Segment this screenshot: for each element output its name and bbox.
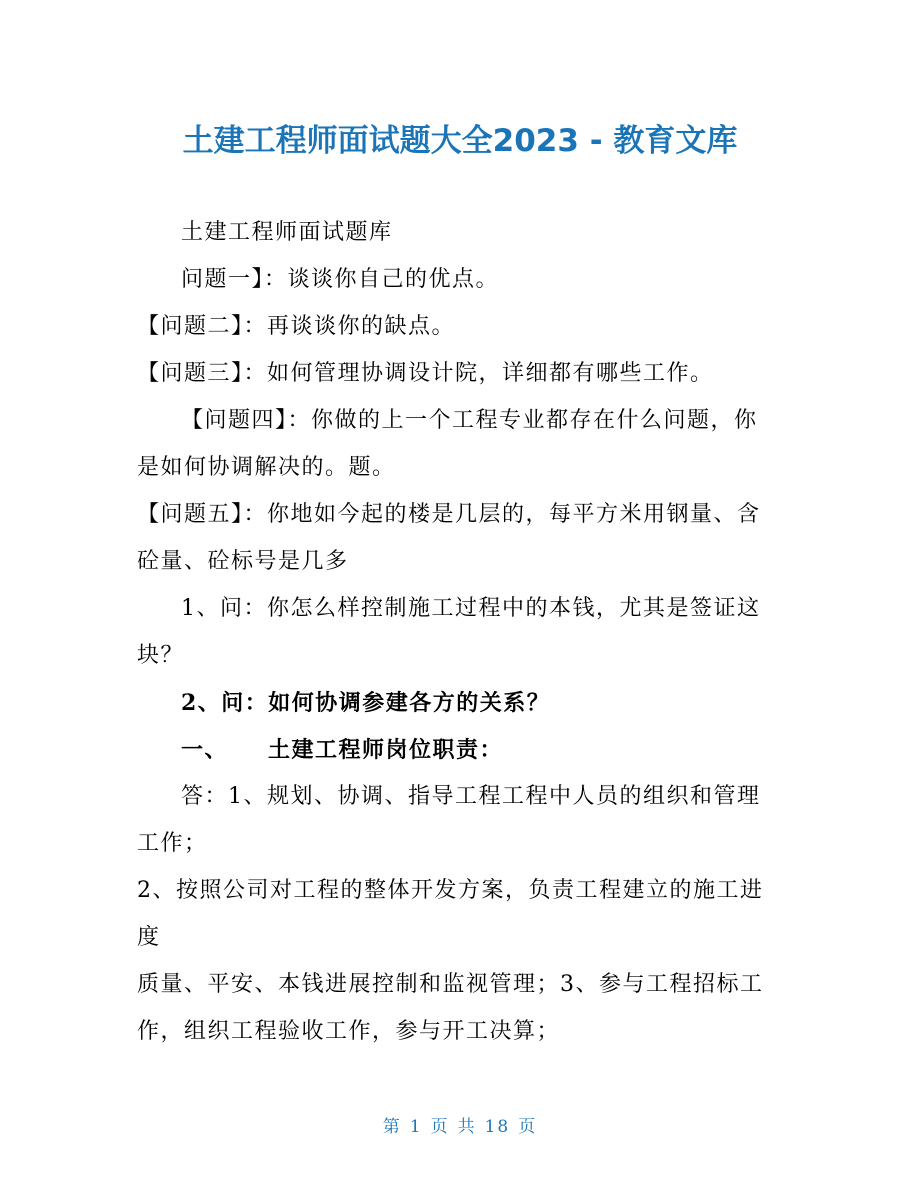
section-number: 一、: [181, 737, 229, 763]
footer-current-page: 1: [409, 1117, 423, 1137]
footer-suffix: 页: [518, 1117, 538, 1137]
body-line-8: 砼量、砼标号是几多: [137, 549, 349, 574]
body-line-12: 答：1、规划、协调、指导工程工程中人员的组织和管理: [181, 784, 761, 809]
footer-page-unit: 页: [430, 1117, 450, 1137]
footer-prefix: 第: [382, 1117, 402, 1137]
body-line-16: 质量、平安、本钱进展控制和监视管理；3、参与工程招标工: [137, 972, 764, 997]
body-line-2: 问题一】：谈谈你自己的优点。: [181, 267, 500, 292]
body-line-4: 【问题三】：如何管理协调设计院，详细都有哪些工作。: [137, 361, 714, 386]
body-line-5: 【问题四】：你做的上一个工程专业都存在什么问题，你: [181, 408, 758, 433]
body-line-9: 1、问：你怎么样控制施工过程中的本钱，尤其是签证这: [181, 596, 761, 621]
footer-total-pages: 18: [484, 1117, 511, 1137]
body-line-11: 2、问：如何协调参建各方的关系？: [181, 690, 551, 716]
body-line-6: 是如何协调解决的。题。: [137, 455, 396, 480]
body-line-3: 【问题二】：再谈谈你的缺点。: [137, 314, 456, 339]
section-heading: 土建工程师岗位职责：: [268, 737, 504, 763]
body-line-7: 【问题五】：你地如今起的楼是几层的，每平方米用钢量、含: [137, 502, 761, 527]
body-line-14: 2、按照公司对工程的整体开发方案，负责工程建立的施工进: [137, 878, 764, 903]
body-line-13: 工作；: [137, 831, 208, 856]
body-line-1: 土建工程师面试题库: [181, 220, 393, 245]
body-line-10: 块？: [137, 643, 185, 668]
page-title: 土建工程师面试题大全2023 - 教育文库: [182, 123, 738, 159]
body-line-17: 作，组织工程验收工作，参与开工决算；: [137, 1019, 561, 1044]
page-footer: [0, 1112, 920, 1137]
body-line-15: 度: [137, 925, 161, 950]
footer-total-label: 共: [457, 1117, 477, 1137]
